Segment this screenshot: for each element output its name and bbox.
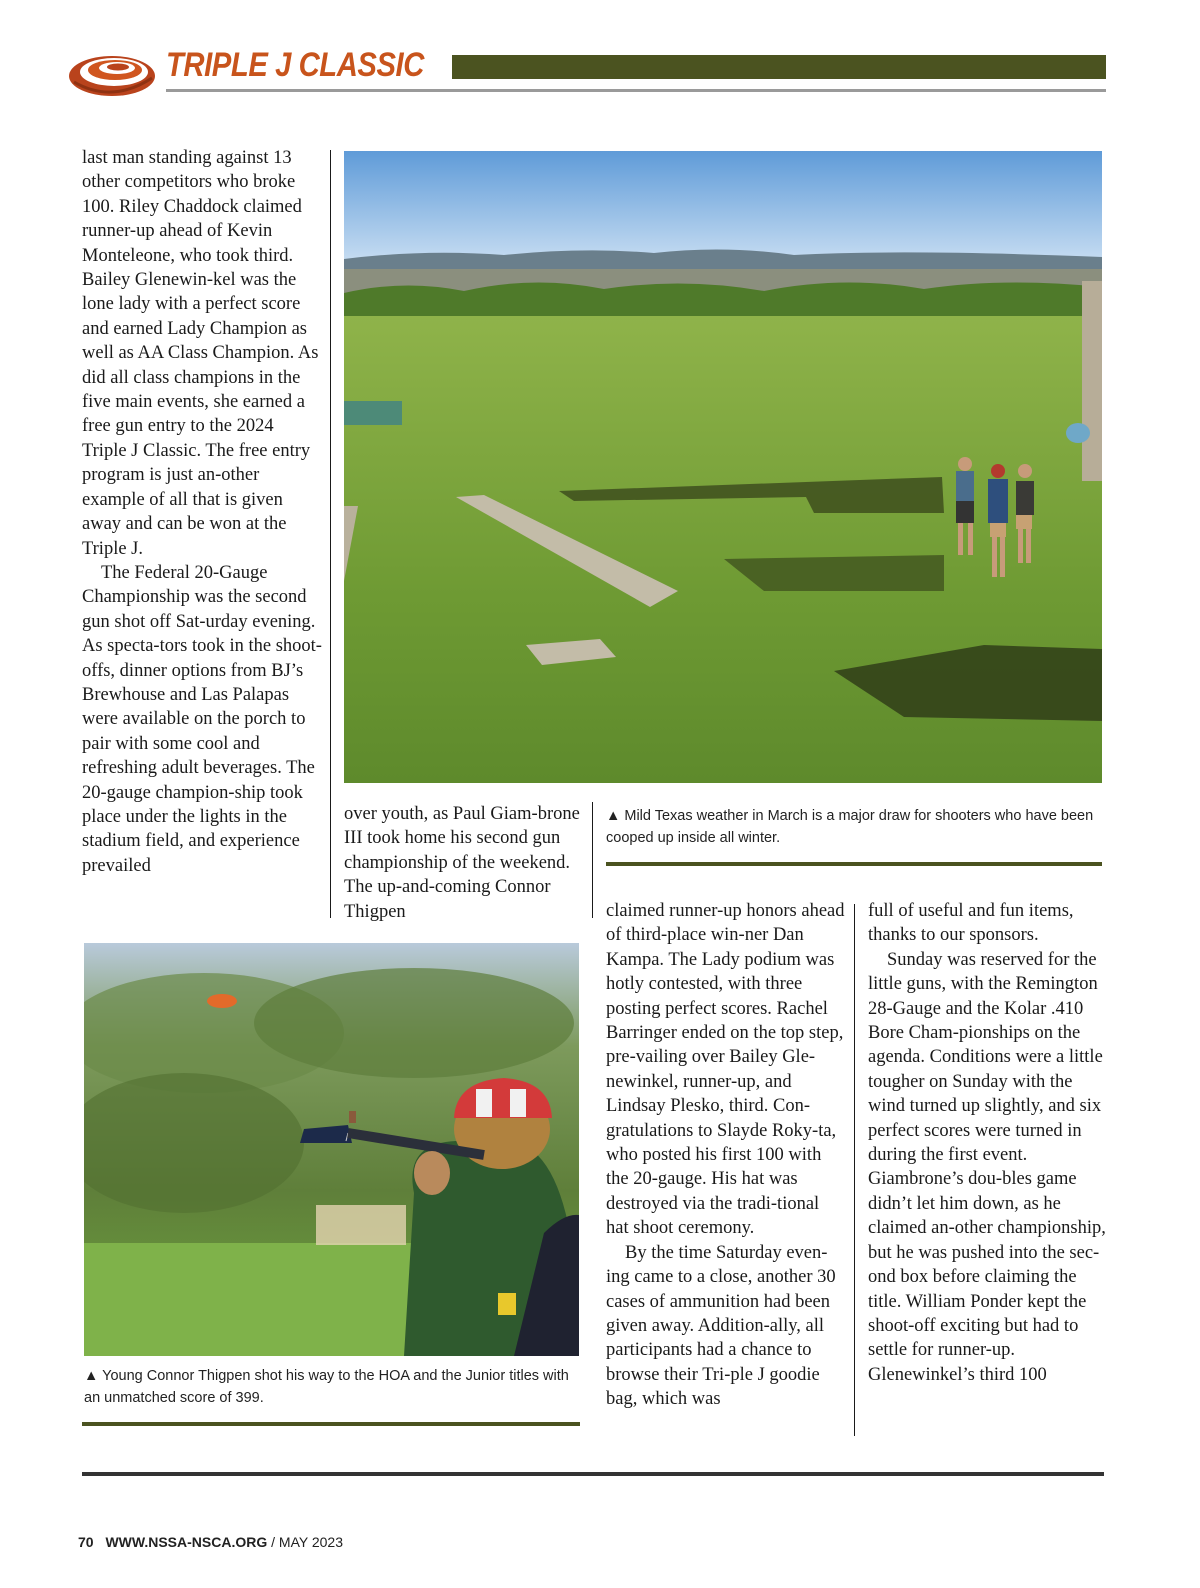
paragraph: last man standing against 13 other competitors who broke 100. Riley Chaddock claimed runner-up ahead of Kevin Monteleone, who took third. Bailey Glenewin-kel was the lone lady with a perfect score and earned Lady Champion as well as AA Class Champion. As did all class champions in the five main events, she earned a free gun entry to the 2024 Triple J Classic. The free entry program is just an-other example of all that is given away and can be won at the Triple J.	[82, 148, 319, 559]
paragraph: claimed runner-up honors ahead of third-place win-ner Dan Kampa. The Lady podium was hotly contested, with three posting perfect scores. Rachel Barringer ended on the top step, pre-vailing over Bailey Gle-newinkel, runner-up, and Lindsay Plesko, third. Con-gratulations to Slayde Roky-ta, who posted his first 100 with the 20-gauge. His hat was destroyed via the tradi-tional hat shoot ceremony.	[606, 901, 845, 1239]
paragraph: The Federal 20-Gauge Championship was the second gun shot off Sat-urday evening. As specta-tors took in the shoot-offs, dinner options from BJ’s Brewhouse and Las Palapas were available on the porch to pair with some cool and refreshing adult beverages. The 20-gauge champion-ship took place under the lights in the stadium field, and experience prevailed	[82, 562, 322, 876]
photo-shooting-field	[344, 151, 1102, 783]
page-footer	[78, 1534, 343, 1550]
header-bar	[452, 55, 1106, 79]
column-divider	[330, 150, 331, 918]
page-header	[66, 40, 1106, 100]
issue-date: / MAY 2023	[271, 1534, 343, 1550]
paragraph: full of useful and fun items, thanks to our sponsors.	[868, 901, 1074, 946]
caption-rule	[82, 1422, 580, 1426]
photo-caption-bottom: ▲ Young Connor Thigpen shot his way to the HOA and the Junior titles with an unmatched score of 399.	[84, 1368, 569, 1406]
page-number: 70	[78, 1534, 94, 1550]
photo-caption-top: ▲ Mild Texas weather in March is a major draw for shooters who have been cooped up inside all winter.	[606, 808, 1094, 846]
column-divider	[854, 904, 855, 1436]
paragraph: By the time Saturday even-ing came to a close, another 30 cases of ammunition had been given away. Addition-ally, all participants had a chance to browse their Tri-ple J goodie bag, which was	[606, 1242, 836, 1410]
paragraph: Sunday was reserved for the little guns, with the Remington 28-Gauge and the Kolar .410 Bore Cham-pionships on the agenda. Conditions were a little tougher on Sunday with the wind turned up slightly, and six perfect scores were turned in during the first event. Giambrone’s dou-bles game didn’t let him down, as he claimed an-other championship, but he was pushed into the sec-ond box before claiming the title. William Ponder kept the shoot-off exciting but had to settle for runner-up. Glenewinkel’s third 100	[868, 949, 1106, 1385]
header-rule	[166, 89, 1106, 92]
article-column-2	[344, 802, 584, 924]
shooter-photo-illustration	[84, 943, 579, 1356]
website-link[interactable]: WWW.NSSA-NSCA.ORG	[105, 1534, 268, 1550]
field-photo-illustration	[344, 151, 1102, 783]
article-column-4	[868, 899, 1108, 1387]
section-title: TRIPLE J CLASSIC	[166, 46, 424, 84]
column-divider	[592, 802, 593, 918]
paragraph: over youth, as Paul Giam-brone III took home his second gun championship of the weekend. The up-and-coming Connor Thigpen	[344, 804, 580, 922]
photo-connor-thigpen	[84, 943, 579, 1356]
caption-rule	[606, 862, 1102, 866]
article-column-3	[606, 899, 846, 1412]
clay-target-logo	[66, 42, 158, 100]
footer-rule	[82, 1472, 1104, 1476]
article-column-1	[82, 146, 322, 878]
